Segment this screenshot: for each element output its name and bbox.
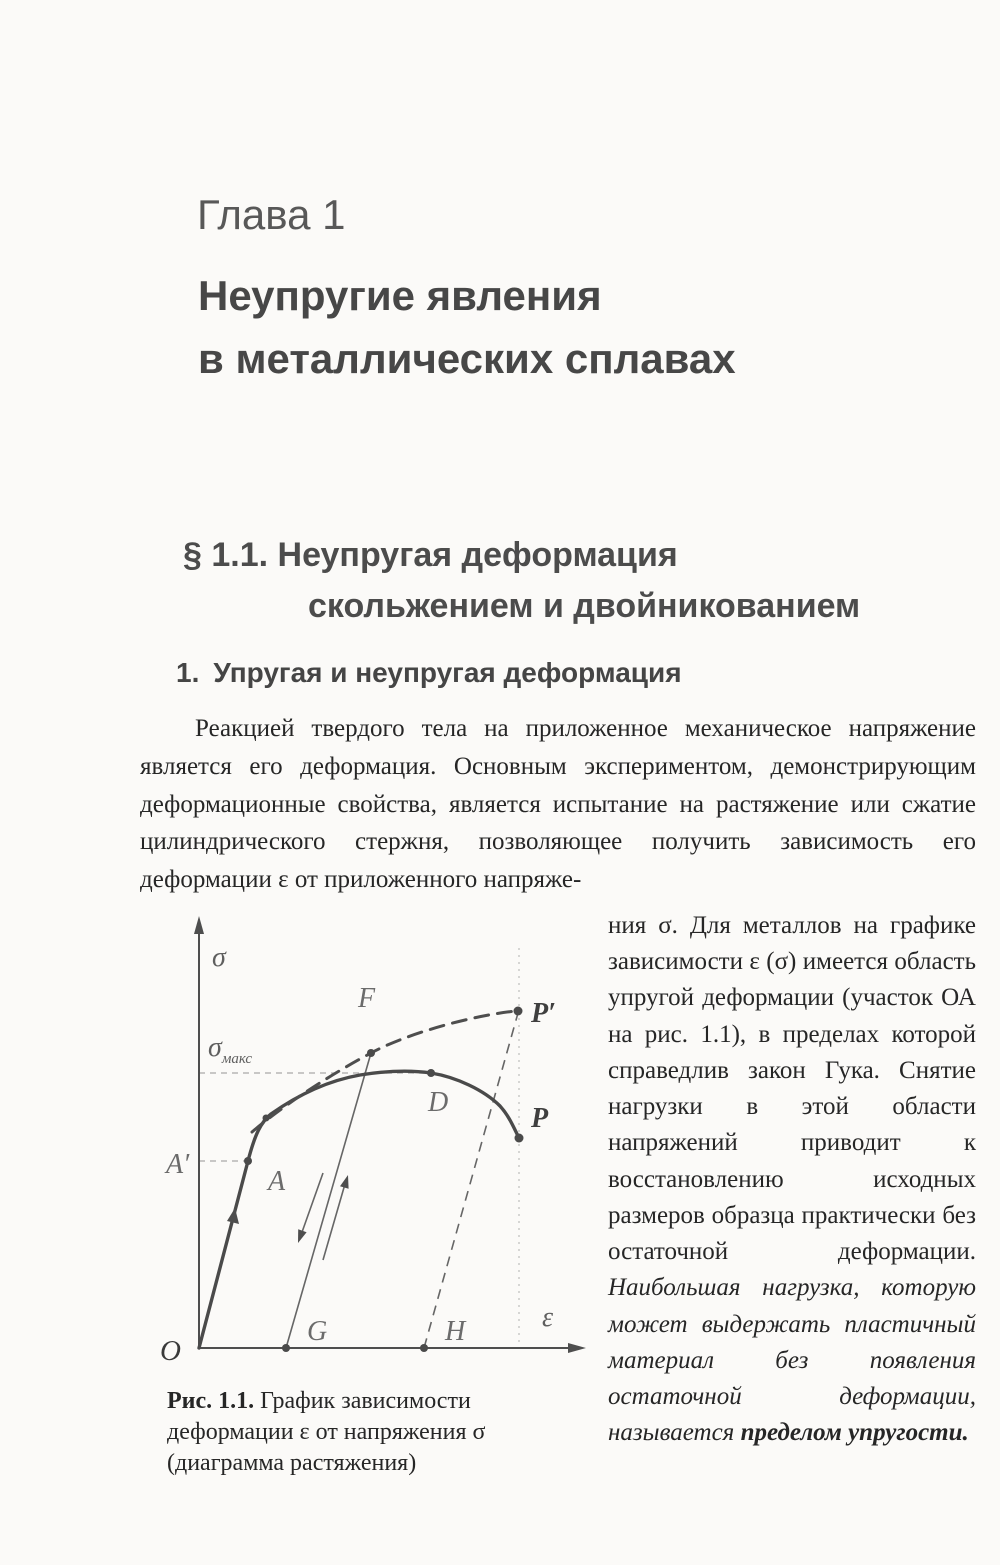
p-prime-label: P′ [531, 997, 556, 1029]
subsection-title: Упругая и неупругая деформация [213, 657, 682, 689]
unload-arrow-head [298, 1229, 307, 1243]
a-prime-label: A′ [166, 1148, 190, 1180]
subsection-heading [176, 655, 976, 690]
a-label: A [268, 1165, 286, 1197]
d-label: D [428, 1086, 449, 1118]
column-text-normal: ния σ. Для металлов на графике зависимости ε (σ) имеется область упругой деформации (участок ОА на рис. 1.1), в пределах которой справедлив закон Гука. Снятие нагрузки в этой области напряжений приводит к восстановлению исходных размеров образца практически без остаточной деформации. [608, 911, 976, 1266]
stress-strain-diagram [140, 910, 608, 1370]
point-p-dot [515, 1133, 524, 1142]
intro-paragraph: Реакцией твердого тела на приложенное механическое напряжение является его деформация. Основным экспериментом, демонстрирующим деформационные свойства, является испытание на растяжение или сжатие цилиндрического стержня, позволяющее получить зависимость его деформации ε от приложенного напряже- [140, 715, 976, 894]
figure-caption [167, 1386, 539, 1480]
column-text-period: . [962, 1419, 969, 1447]
subsection-number: 1. [176, 657, 200, 689]
chapter-label: Глава 1 [197, 191, 346, 238]
point-h-dot [420, 1344, 428, 1352]
point-g-dot [282, 1344, 290, 1352]
f-label: F [358, 982, 376, 1014]
column-text-bold-italic: пределом упругости [740, 1419, 963, 1447]
page-content [140, 0, 976, 1479]
point-f-dot [367, 1049, 375, 1057]
chapter-title [198, 264, 976, 390]
y-axis-arrow [194, 916, 204, 934]
g-label: G [307, 1315, 328, 1347]
figure-caption-text: График зависимости деформации ε от напряжения σ (диаграмма растяжения) [167, 1387, 486, 1477]
h-label: H [445, 1315, 466, 1347]
p-label: P [531, 1102, 549, 1134]
unload-arrow-line [301, 1173, 323, 1235]
chapter-title-line2: в металлических сплавах [198, 335, 736, 383]
chapter-title-line1: Неупругие явления [198, 272, 602, 320]
two-column-layout [140, 908, 976, 1480]
point-p-prime-dot [514, 1006, 523, 1015]
epsilon-axis-label: ε [542, 1301, 554, 1333]
section-heading-line1: § 1.1. Неупругая деформация [183, 536, 678, 575]
reload-arrow-head [340, 1175, 349, 1189]
stress-curve [199, 1071, 519, 1348]
column-text-italic: Наибольшая нагрузка, которую может выдержать пластичный материал без появления остаточной деформации, называется [608, 1274, 976, 1447]
dashed-line-hp [424, 1013, 518, 1348]
figure-block [140, 908, 608, 1480]
point-d-dot [427, 1069, 435, 1077]
origin-label: O [160, 1334, 181, 1367]
branch-point-dot [263, 1114, 270, 1121]
section-heading [183, 530, 976, 631]
reload-arrow-line [323, 1184, 345, 1260]
loading-direction-arrow [227, 1208, 239, 1224]
x-axis-arrow [568, 1343, 586, 1353]
point-a-dot [244, 1157, 252, 1165]
section-heading-line2: скольжением и двойникованием [308, 586, 861, 625]
sigma-max-label: $\sigma_{макс}$ [208, 1031, 252, 1067]
right-column-text [608, 908, 976, 1452]
sigma-axis-label: σ [212, 941, 226, 973]
figure-caption-label: Рис. 1.1. [167, 1387, 255, 1414]
